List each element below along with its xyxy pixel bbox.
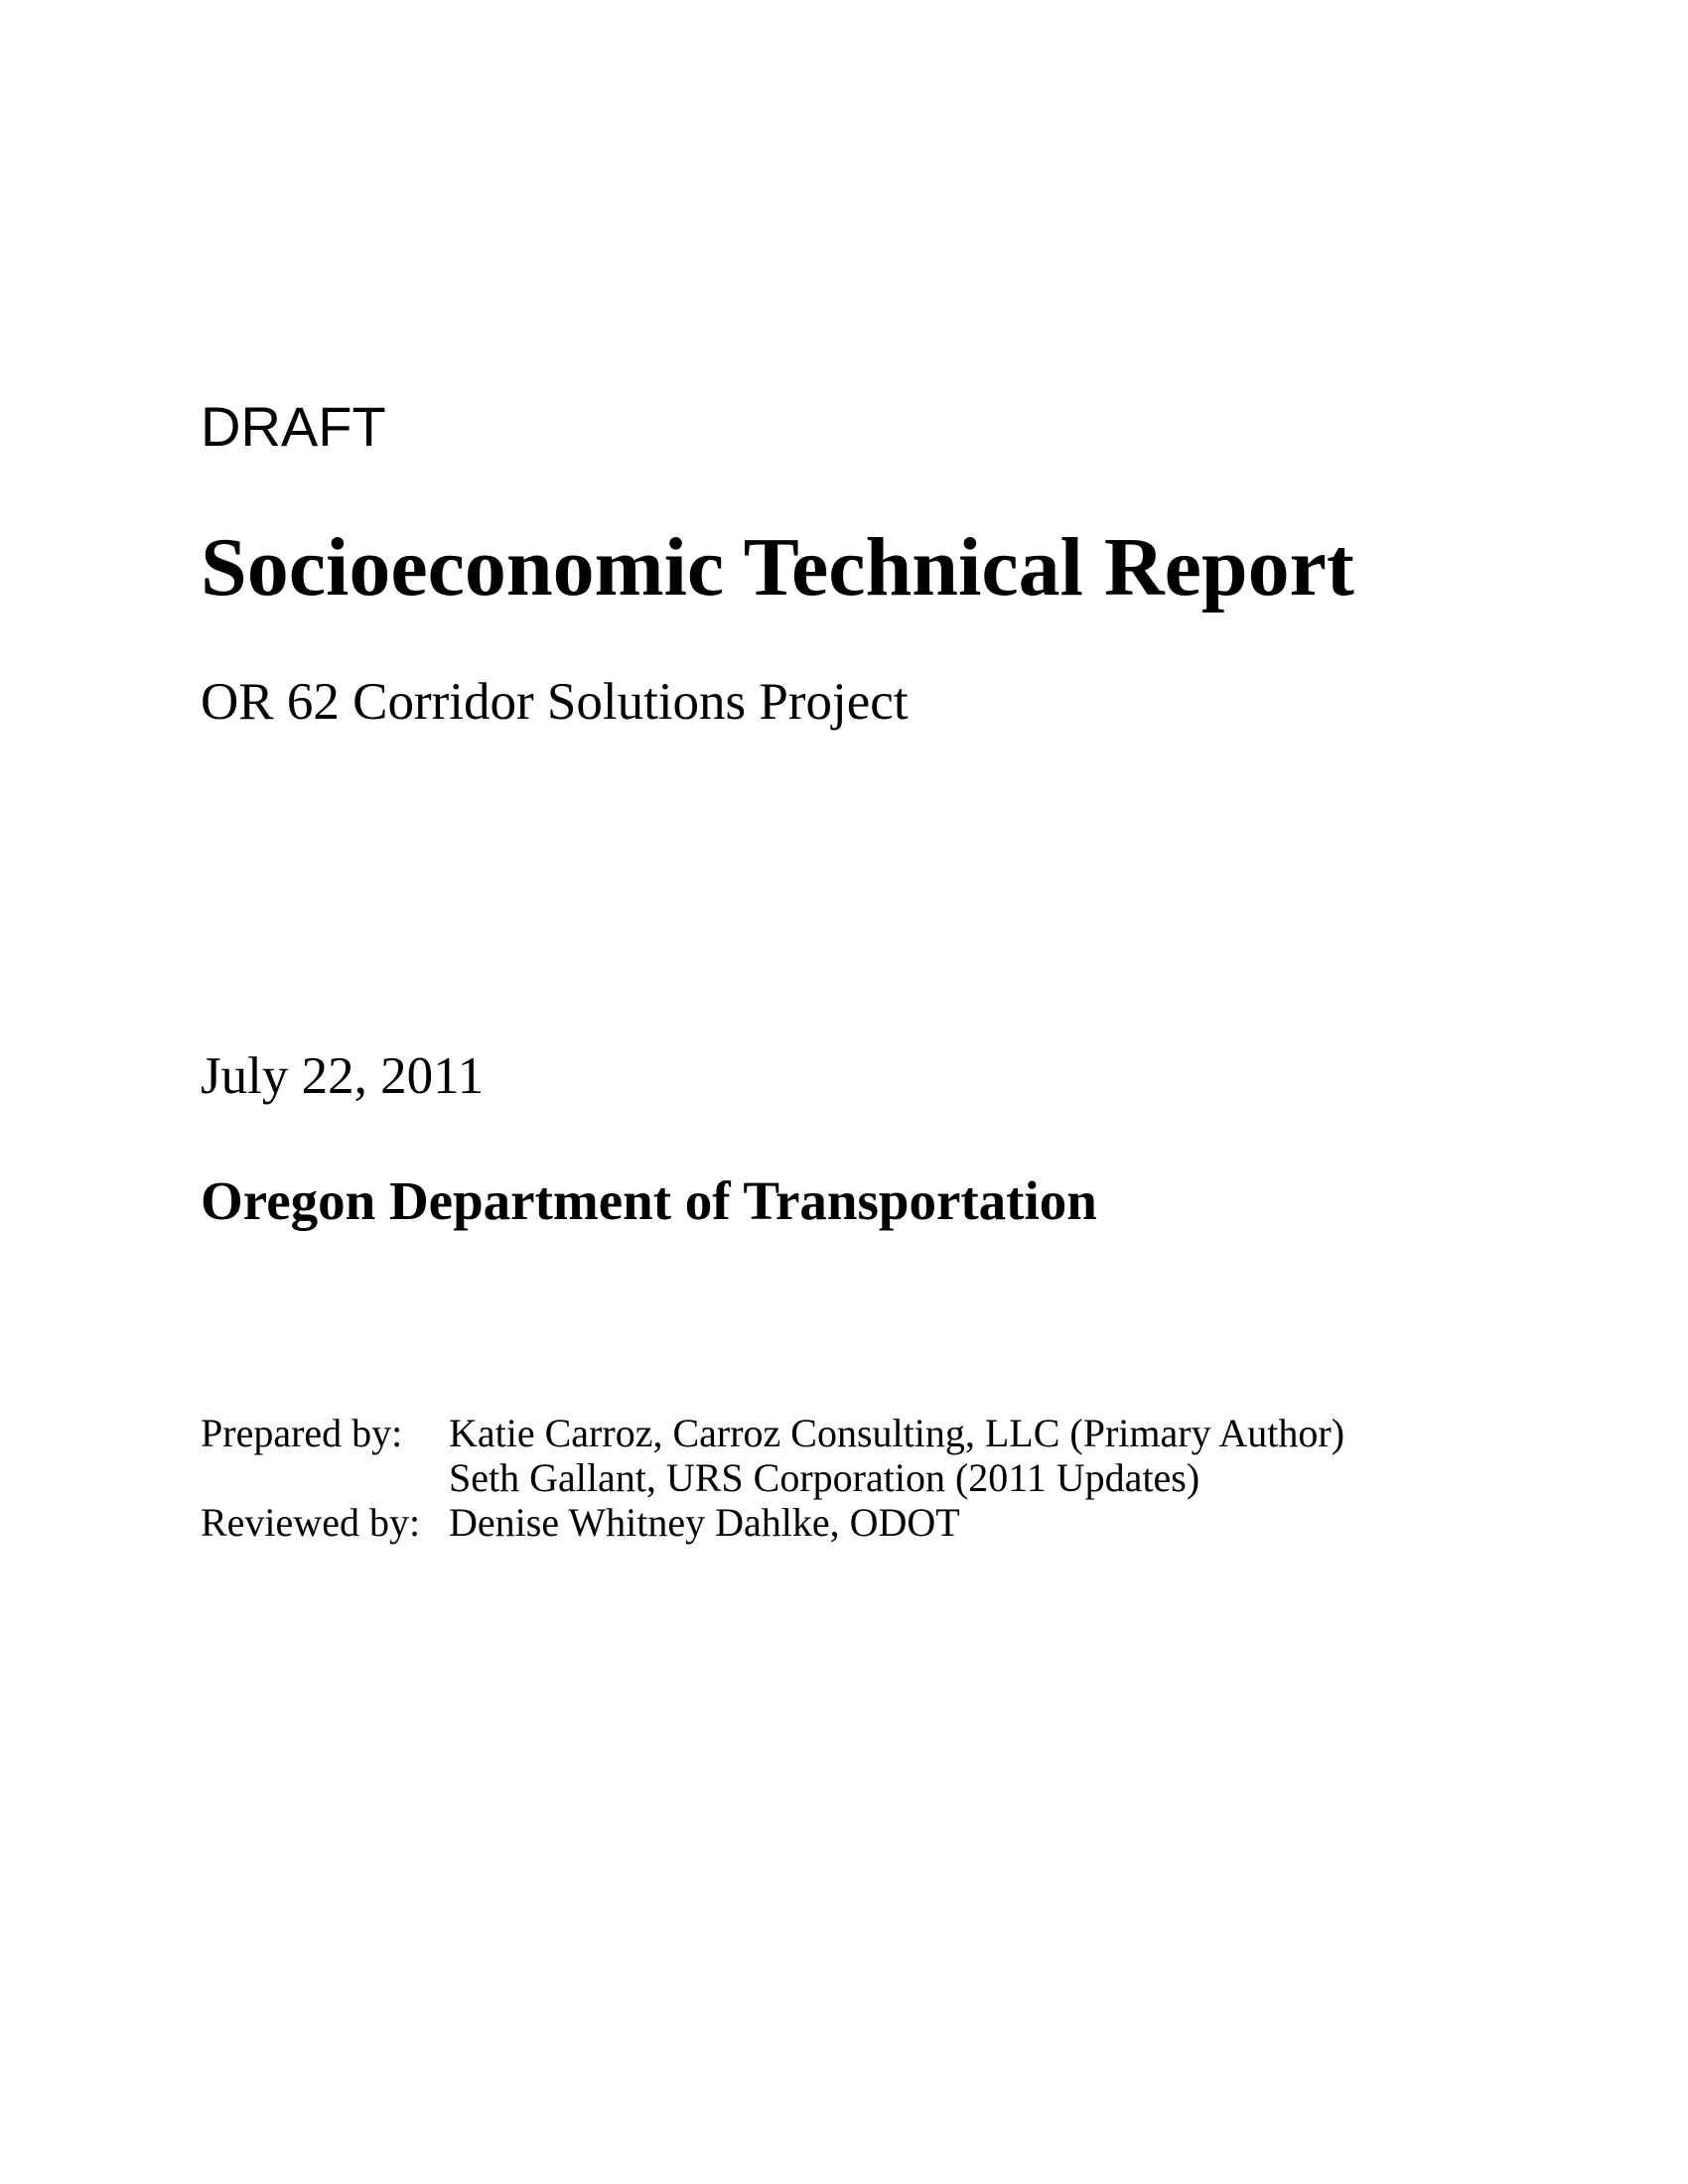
project-subtitle: OR 62 Corridor Solutions Project bbox=[201, 673, 909, 731]
report-title: Socioeconomic Technical Report bbox=[201, 521, 1354, 614]
organization-name: Oregon Department of Transportation bbox=[201, 1170, 1097, 1231]
credit-label: Reviewed by: bbox=[201, 1500, 421, 1545]
credit-value: Katie Carroz, Carroz Consulting, LLC (Primary Author) bbox=[449, 1411, 1345, 1455]
credit-value: Denise Whitney Dahlke, ODOT bbox=[449, 1500, 960, 1545]
draft-label: DRAFT bbox=[201, 395, 386, 458]
credit-value: Seth Gallant, URS Corporation (2011 Updates) bbox=[449, 1455, 1200, 1500]
credit-label: Prepared by: bbox=[201, 1411, 403, 1455]
report-date: July 22, 2011 bbox=[201, 1047, 485, 1105]
